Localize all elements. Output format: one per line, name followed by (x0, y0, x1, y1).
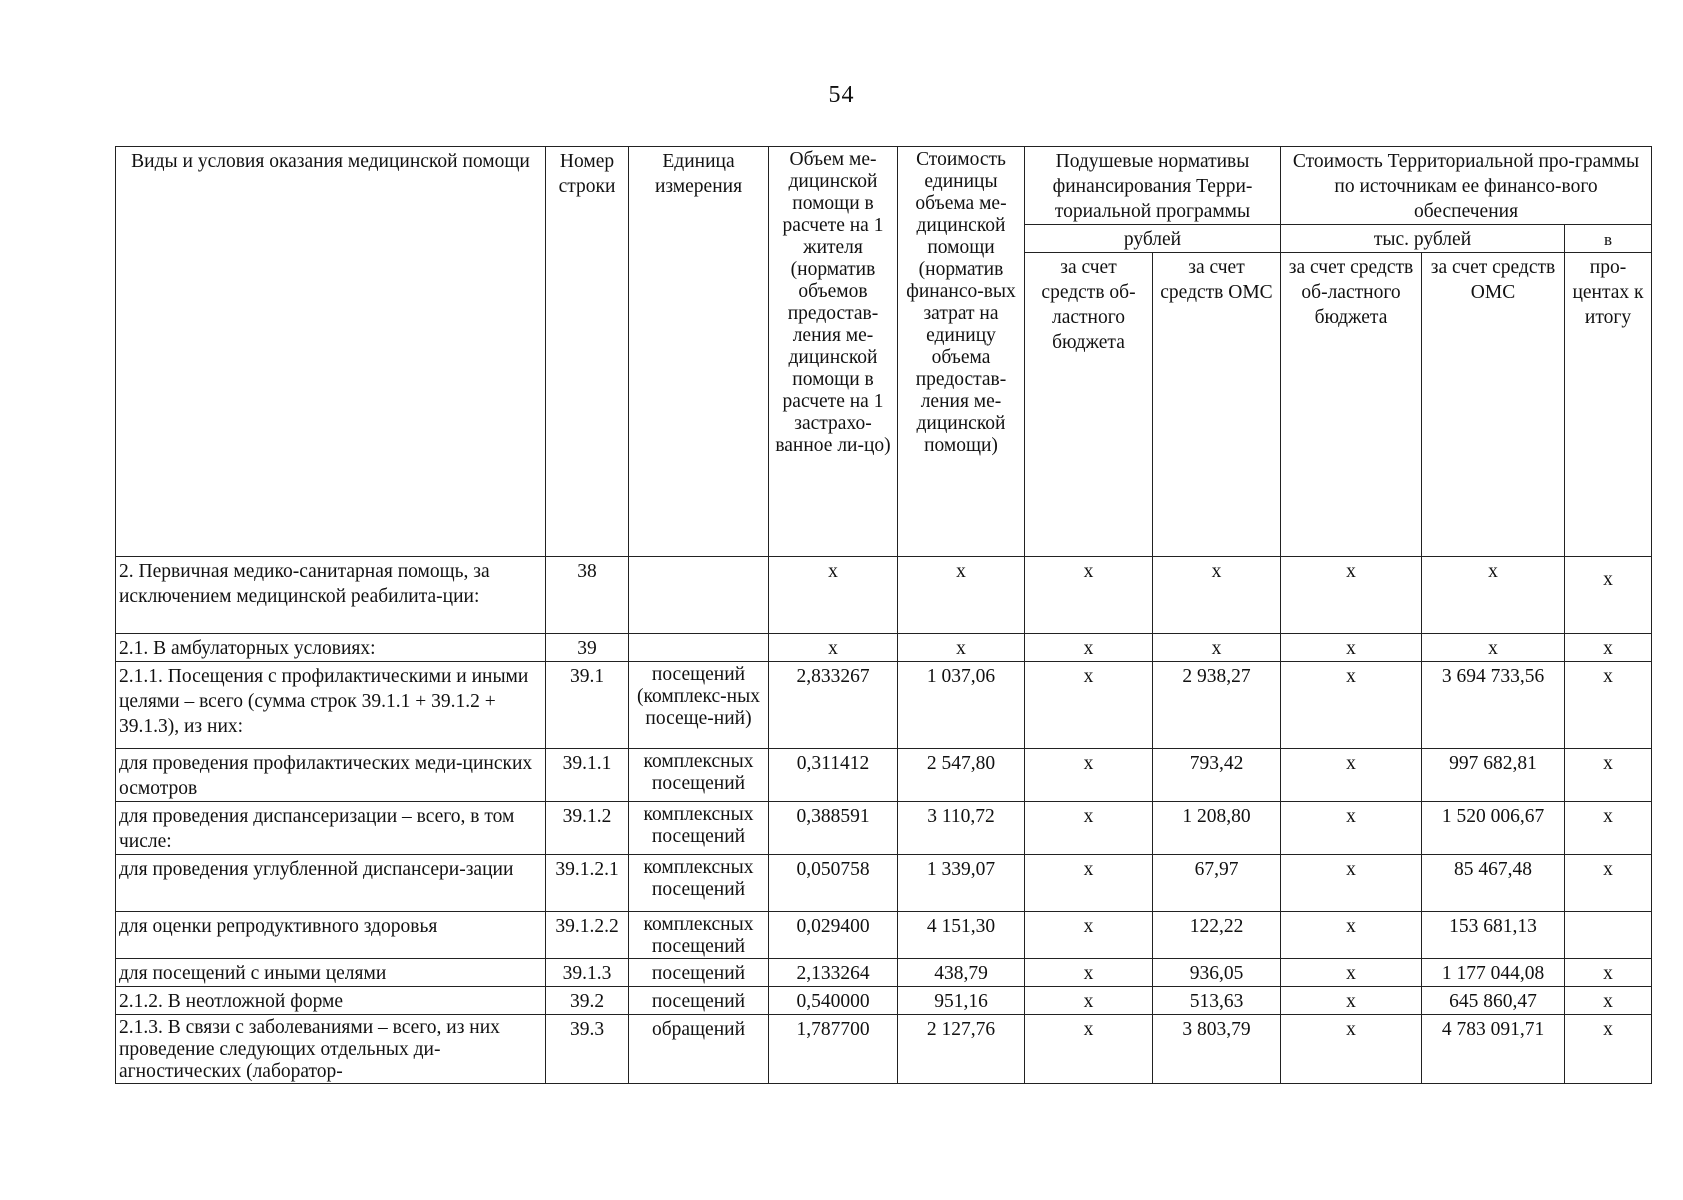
row-percapita-regional: х (1025, 912, 1153, 959)
table-row (116, 959, 1652, 987)
row-cost: 1 037,06 (898, 662, 1025, 749)
row-name: для проведения профилактических меди-цинских осмотров (116, 749, 546, 802)
row-cost: х (898, 557, 1025, 634)
table-row (116, 749, 1652, 802)
row-cost: х (898, 634, 1025, 662)
header-row-1 (116, 147, 1652, 225)
row-name: для посещений с иными целями (116, 959, 546, 987)
header-unit: Единица измерения (629, 147, 769, 557)
row-line: 39.2 (546, 987, 629, 1015)
page-number: 54 (828, 82, 855, 108)
row-name: 2.1.3. В связи с заболеваниями – всего, из них проведение следующих отдельных ди-агностических (лаборатор- (116, 1015, 546, 1084)
financing-table (115, 146, 1652, 1084)
row-total-regional: х (1281, 634, 1422, 662)
row-total-regional: х (1281, 912, 1422, 959)
table-row (116, 855, 1652, 912)
table-row (116, 557, 1652, 634)
row-total-oms: 85 467,48 (1422, 855, 1565, 912)
row-name: для оценки репродуктивного здоровья (116, 912, 546, 959)
row-total-pct: х (1565, 749, 1652, 802)
row-total-regional: х (1281, 557, 1422, 634)
row-volume: 1,787700 (769, 1015, 898, 1084)
row-cost: 951,16 (898, 987, 1025, 1015)
row-percapita-oms: 936,05 (1153, 959, 1281, 987)
table-row (116, 912, 1652, 959)
row-line: 39.3 (546, 1015, 629, 1084)
row-unit (629, 634, 769, 662)
table-row (116, 802, 1652, 855)
row-line: 39.1.1 (546, 749, 629, 802)
row-cost: 2 547,80 (898, 749, 1025, 802)
header-volume: Объем ме-дицинской помощи в расчете на 1 жителя (норматив объемов предостав-ления ме-дицинской помощи в расчете на 1 застрахо-ванное ли-цо) (769, 147, 898, 557)
row-percapita-regional: х (1025, 802, 1153, 855)
row-percapita-oms: 122,22 (1153, 912, 1281, 959)
row-line: 39.1 (546, 662, 629, 749)
header-unit-pct: в (1565, 225, 1652, 253)
row-percapita-regional: х (1025, 1015, 1153, 1084)
row-percapita-regional: х (1025, 749, 1153, 802)
row-volume: 0,540000 (769, 987, 898, 1015)
header-total-oms: за счет средств ОМС (1422, 253, 1565, 557)
row-total-oms: 4 783 091,71 (1422, 1015, 1565, 1084)
row-percapita-oms: 793,42 (1153, 749, 1281, 802)
row-total-pct: х (1565, 987, 1652, 1015)
row-unit: комплексных посещений (629, 749, 769, 802)
row-volume: 2,133264 (769, 959, 898, 987)
table-row (116, 662, 1652, 749)
header-percapita-regional: за счет средств об-ластного бюджета (1025, 253, 1153, 557)
row-name: 2.1.2. В неотложной форме (116, 987, 546, 1015)
row-name: 2. Первичная медико-санитарная помощь, за исключением медицинской реабилита-ции: (116, 557, 546, 634)
header-unit-thous: тыс. рублей (1281, 225, 1565, 253)
row-percapita-oms: х (1153, 557, 1281, 634)
row-total-oms: 1 177 044,08 (1422, 959, 1565, 987)
row-unit: посещений (629, 987, 769, 1015)
row-total-pct: х (1565, 557, 1652, 634)
header-cost: Стоимость единицы объема ме-дицинской помощи (норматив финансо-вых затрат на единицу объема предостав-ления ме-дицинской помощи) (898, 147, 1025, 557)
header-total-regional: за счет средств об-ластного бюджета (1281, 253, 1422, 557)
row-unit: комплексных посещений (629, 855, 769, 912)
row-total-pct: х (1565, 662, 1652, 749)
row-total-oms: 153 681,13 (1422, 912, 1565, 959)
header-unit-rub: рублей (1025, 225, 1281, 253)
row-volume: 0,388591 (769, 802, 898, 855)
row-percapita-regional: х (1025, 557, 1153, 634)
table-row (116, 1015, 1652, 1084)
row-volume: 2,833267 (769, 662, 898, 749)
row-cost: 4 151,30 (898, 912, 1025, 959)
row-percapita-oms: 2 938,27 (1153, 662, 1281, 749)
row-percapita-oms: 3 803,79 (1153, 1015, 1281, 1084)
row-total-pct: х (1565, 1015, 1652, 1084)
row-name: для проведения углубленной диспансери-зации (116, 855, 546, 912)
header-line: Номер строки (546, 147, 629, 557)
row-line: 39.1.2.1 (546, 855, 629, 912)
row-percapita-regional: х (1025, 855, 1153, 912)
row-percapita-regional: х (1025, 987, 1153, 1015)
header-percapita-group: Подушевые нормативы финансирования Терри-ториальной программы (1025, 147, 1281, 225)
row-percapita-oms: 1 208,80 (1153, 802, 1281, 855)
row-volume: 0,311412 (769, 749, 898, 802)
row-total-oms: 3 694 733,56 (1422, 662, 1565, 749)
row-unit: комплексных посещений (629, 802, 769, 855)
row-cost: 3 110,72 (898, 802, 1025, 855)
row-line: 39 (546, 634, 629, 662)
header-kind: Виды и условия оказания медицинской помощи (116, 147, 546, 557)
row-total-pct: х (1565, 802, 1652, 855)
row-percapita-oms: 513,63 (1153, 987, 1281, 1015)
row-volume: 0,029400 (769, 912, 898, 959)
row-line: 38 (546, 557, 629, 634)
header-total-group: Стоимость Территориальной про-граммы по источникам ее финансо-вого обеспечения (1281, 147, 1652, 225)
row-percapita-regional: х (1025, 634, 1153, 662)
row-total-pct (1565, 912, 1652, 959)
row-percapita-oms: х (1153, 634, 1281, 662)
row-total-oms: х (1422, 634, 1565, 662)
row-unit (629, 557, 769, 634)
row-name: для проведения диспансеризации – всего, в том числе: (116, 802, 546, 855)
row-total-regional: х (1281, 662, 1422, 749)
row-name: 2.1. В амбулаторных условиях: (116, 634, 546, 662)
row-total-regional: х (1281, 802, 1422, 855)
row-cost: 2 127,76 (898, 1015, 1025, 1084)
row-total-oms: 997 682,81 (1422, 749, 1565, 802)
row-unit: посещений (629, 959, 769, 987)
header-percapita-oms: за счет средств ОМС (1153, 253, 1281, 557)
row-line: 39.1.2.2 (546, 912, 629, 959)
row-total-oms: 1 520 006,67 (1422, 802, 1565, 855)
row-percapita-regional: х (1025, 662, 1153, 749)
row-total-pct: х (1565, 855, 1652, 912)
row-total-regional: х (1281, 987, 1422, 1015)
row-volume: х (769, 557, 898, 634)
row-unit: посещений (комплекс-ных посеще-ний) (629, 662, 769, 749)
row-line: 39.1.3 (546, 959, 629, 987)
row-total-oms: х (1422, 557, 1565, 634)
row-percapita-oms: 67,97 (1153, 855, 1281, 912)
row-volume: х (769, 634, 898, 662)
row-unit: комплексных посещений (629, 912, 769, 959)
row-total-regional: х (1281, 749, 1422, 802)
table-row (116, 987, 1652, 1015)
row-percapita-regional: х (1025, 959, 1153, 987)
row-unit: обращений (629, 1015, 769, 1084)
row-volume: 0,050758 (769, 855, 898, 912)
row-total-regional: х (1281, 855, 1422, 912)
row-total-pct: х (1565, 634, 1652, 662)
header-total-pct: про-центах к итогу (1565, 253, 1652, 557)
row-name: 2.1.1. Посещения с профилактическими и иными целями – всего (сумма строк 39.1.1 + 39.1.2 + 39.1.3), из них: (116, 662, 546, 749)
row-line: 39.1.2 (546, 802, 629, 855)
row-total-pct: х (1565, 959, 1652, 987)
table-row (116, 634, 1652, 662)
row-total-oms: 645 860,47 (1422, 987, 1565, 1015)
row-cost: 438,79 (898, 959, 1025, 987)
row-total-regional: х (1281, 959, 1422, 987)
row-cost: 1 339,07 (898, 855, 1025, 912)
row-total-regional: х (1281, 1015, 1422, 1084)
